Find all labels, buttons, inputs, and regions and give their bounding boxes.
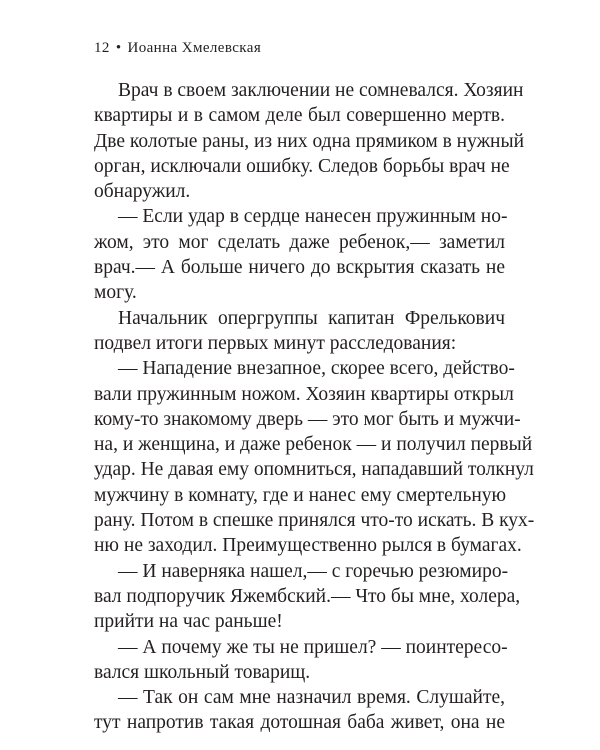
text-line: на, и женщина, и даже ребенок — и получил первый — [94, 434, 533, 456]
text-line: обнаружил. — [94, 181, 191, 203]
text-line: рану. Потом в спешке принялся что-то искать. В кух- — [94, 510, 535, 532]
text-line: могу. — [94, 282, 137, 304]
text-line: вали пружинным ножом. Хозяин квартиры открыл — [94, 383, 514, 405]
text-line: удар. Не давая ему опомниться, нападавший толкнул — [94, 459, 534, 481]
body-text — [94, 78, 535, 736]
text-line: квартиры и в самом деле был совершенно мертв. — [94, 105, 505, 127]
text-line: кому-то знакомому дверь — это мог быть и мужчи- — [94, 408, 521, 430]
text-line: Две колотые раны, из них одна прямиком в нужный — [94, 130, 525, 152]
text-line: врач.— А больше ничего до вскрытия сказать не — [94, 257, 505, 279]
text-line: — И наверняка нашел,— с горечью резюмиро- — [118, 560, 509, 582]
text-line: тут напротив такая дотошная баба живет, она не — [94, 712, 505, 734]
text-line: подвел итоги первых минут расследования: — [94, 332, 457, 354]
author-name: Иоанна Хмелевская — [127, 40, 262, 56]
text-line: мужчину в комнату, где и нанес ему смертельную — [94, 484, 507, 506]
text-line: орган, исключали ошибку. Следов борьбы врач не — [94, 155, 510, 177]
text-line: — Если удар в сердце нанесен пружинным но- — [118, 206, 508, 228]
text-line: вал подпоручик Яжембский.— Что бы мне, холера, — [94, 585, 521, 607]
text-line: Врач в своем заключении не сомневался. Хозяин — [118, 80, 524, 101]
text-line: — Так он сам мне назначил время. Слушайте, — [118, 687, 505, 709]
header-separator: • — [115, 40, 122, 56]
text-line: жом, это мог сделать даже ребенок,— заметил — [94, 231, 505, 253]
text-line: прийти на час раньше! — [94, 611, 283, 633]
text-line: — Нападение внезапное, скорее всего, действо- — [118, 358, 515, 380]
running-head — [94, 40, 261, 57]
text-line: Начальник опергруппы капитан Фрелькович — [118, 307, 505, 329]
text-line: вался школьный товарищ. — [94, 661, 311, 683]
page-number: 12 — [94, 40, 110, 56]
text-line: — А почему же ты не пришел? — поинтересо- — [118, 636, 508, 658]
text-line: ню не заходил. Преимущественно рылся в бумагах. — [94, 535, 522, 557]
